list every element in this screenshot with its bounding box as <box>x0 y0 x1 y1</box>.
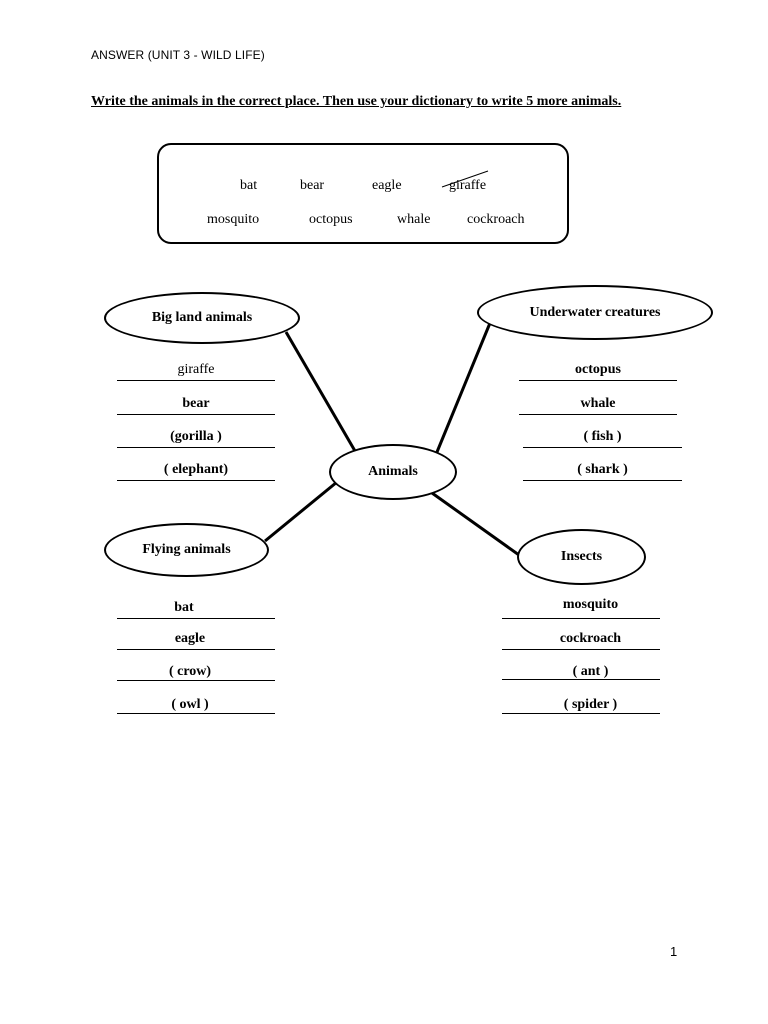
answer-line: bear <box>117 395 275 415</box>
answer-underline <box>502 679 660 680</box>
answer-text: ( spider ) <box>563 697 618 712</box>
answer-underline <box>117 680 275 681</box>
answer-line: ( elephant) <box>117 461 275 481</box>
category-oval-big-land <box>104 292 300 344</box>
answer-line: ( fish ) <box>523 428 682 448</box>
word-bank-item: eagle <box>372 178 402 193</box>
category-oval-flying <box>104 523 269 577</box>
word-bank-item-struck: giraffe <box>449 178 487 193</box>
category-title: Big land animals <box>151 310 253 325</box>
answer-underline <box>117 713 275 714</box>
answer-text: ( owl ) <box>171 697 209 712</box>
word-bank-item: bear <box>300 178 325 193</box>
category-oval-underwater <box>477 285 713 340</box>
instruction-text: Write the animals in the correct place. Then use your dictionary to write 5 more animals. <box>91 94 622 109</box>
page-number: 1 <box>670 944 678 959</box>
answer-line: ( shark ) <box>523 461 682 481</box>
category-title: Underwater creatures <box>529 304 661 320</box>
answer-text: ( crow) <box>168 664 212 679</box>
center-oval-animals <box>329 444 457 500</box>
answer-line: (gorilla ) <box>117 428 275 448</box>
page-header: ANSWER (UNIT 3 - WILD LIFE) <box>91 48 265 62</box>
category-oval-insects <box>517 529 646 585</box>
word-bank-item: bat <box>240 178 258 193</box>
answer-underline <box>117 649 275 650</box>
word-bank-item: octopus <box>309 212 353 227</box>
category-title: Insects <box>560 549 603 564</box>
answer-underline <box>502 649 660 650</box>
answer-text: mosquito <box>562 597 619 612</box>
answer-underline <box>117 618 275 619</box>
word-bank-item: mosquito <box>207 212 260 227</box>
word-bank-item: whale <box>397 212 431 227</box>
center-title: Animals <box>368 464 418 479</box>
category-title: Flying animals <box>142 542 231 557</box>
answer-line: eagle <box>117 630 263 650</box>
answer-underline <box>502 618 660 619</box>
answer-line: giraffe <box>117 361 275 381</box>
answer-line: whale <box>519 395 677 415</box>
answer-underline <box>502 713 660 714</box>
answer-text: ( ant ) <box>572 664 609 679</box>
answer-text: bat <box>174 600 194 615</box>
answer-line: octopus <box>519 361 677 381</box>
word-bank-item: cockroach <box>467 212 525 227</box>
answer-text: cockroach <box>559 631 622 646</box>
